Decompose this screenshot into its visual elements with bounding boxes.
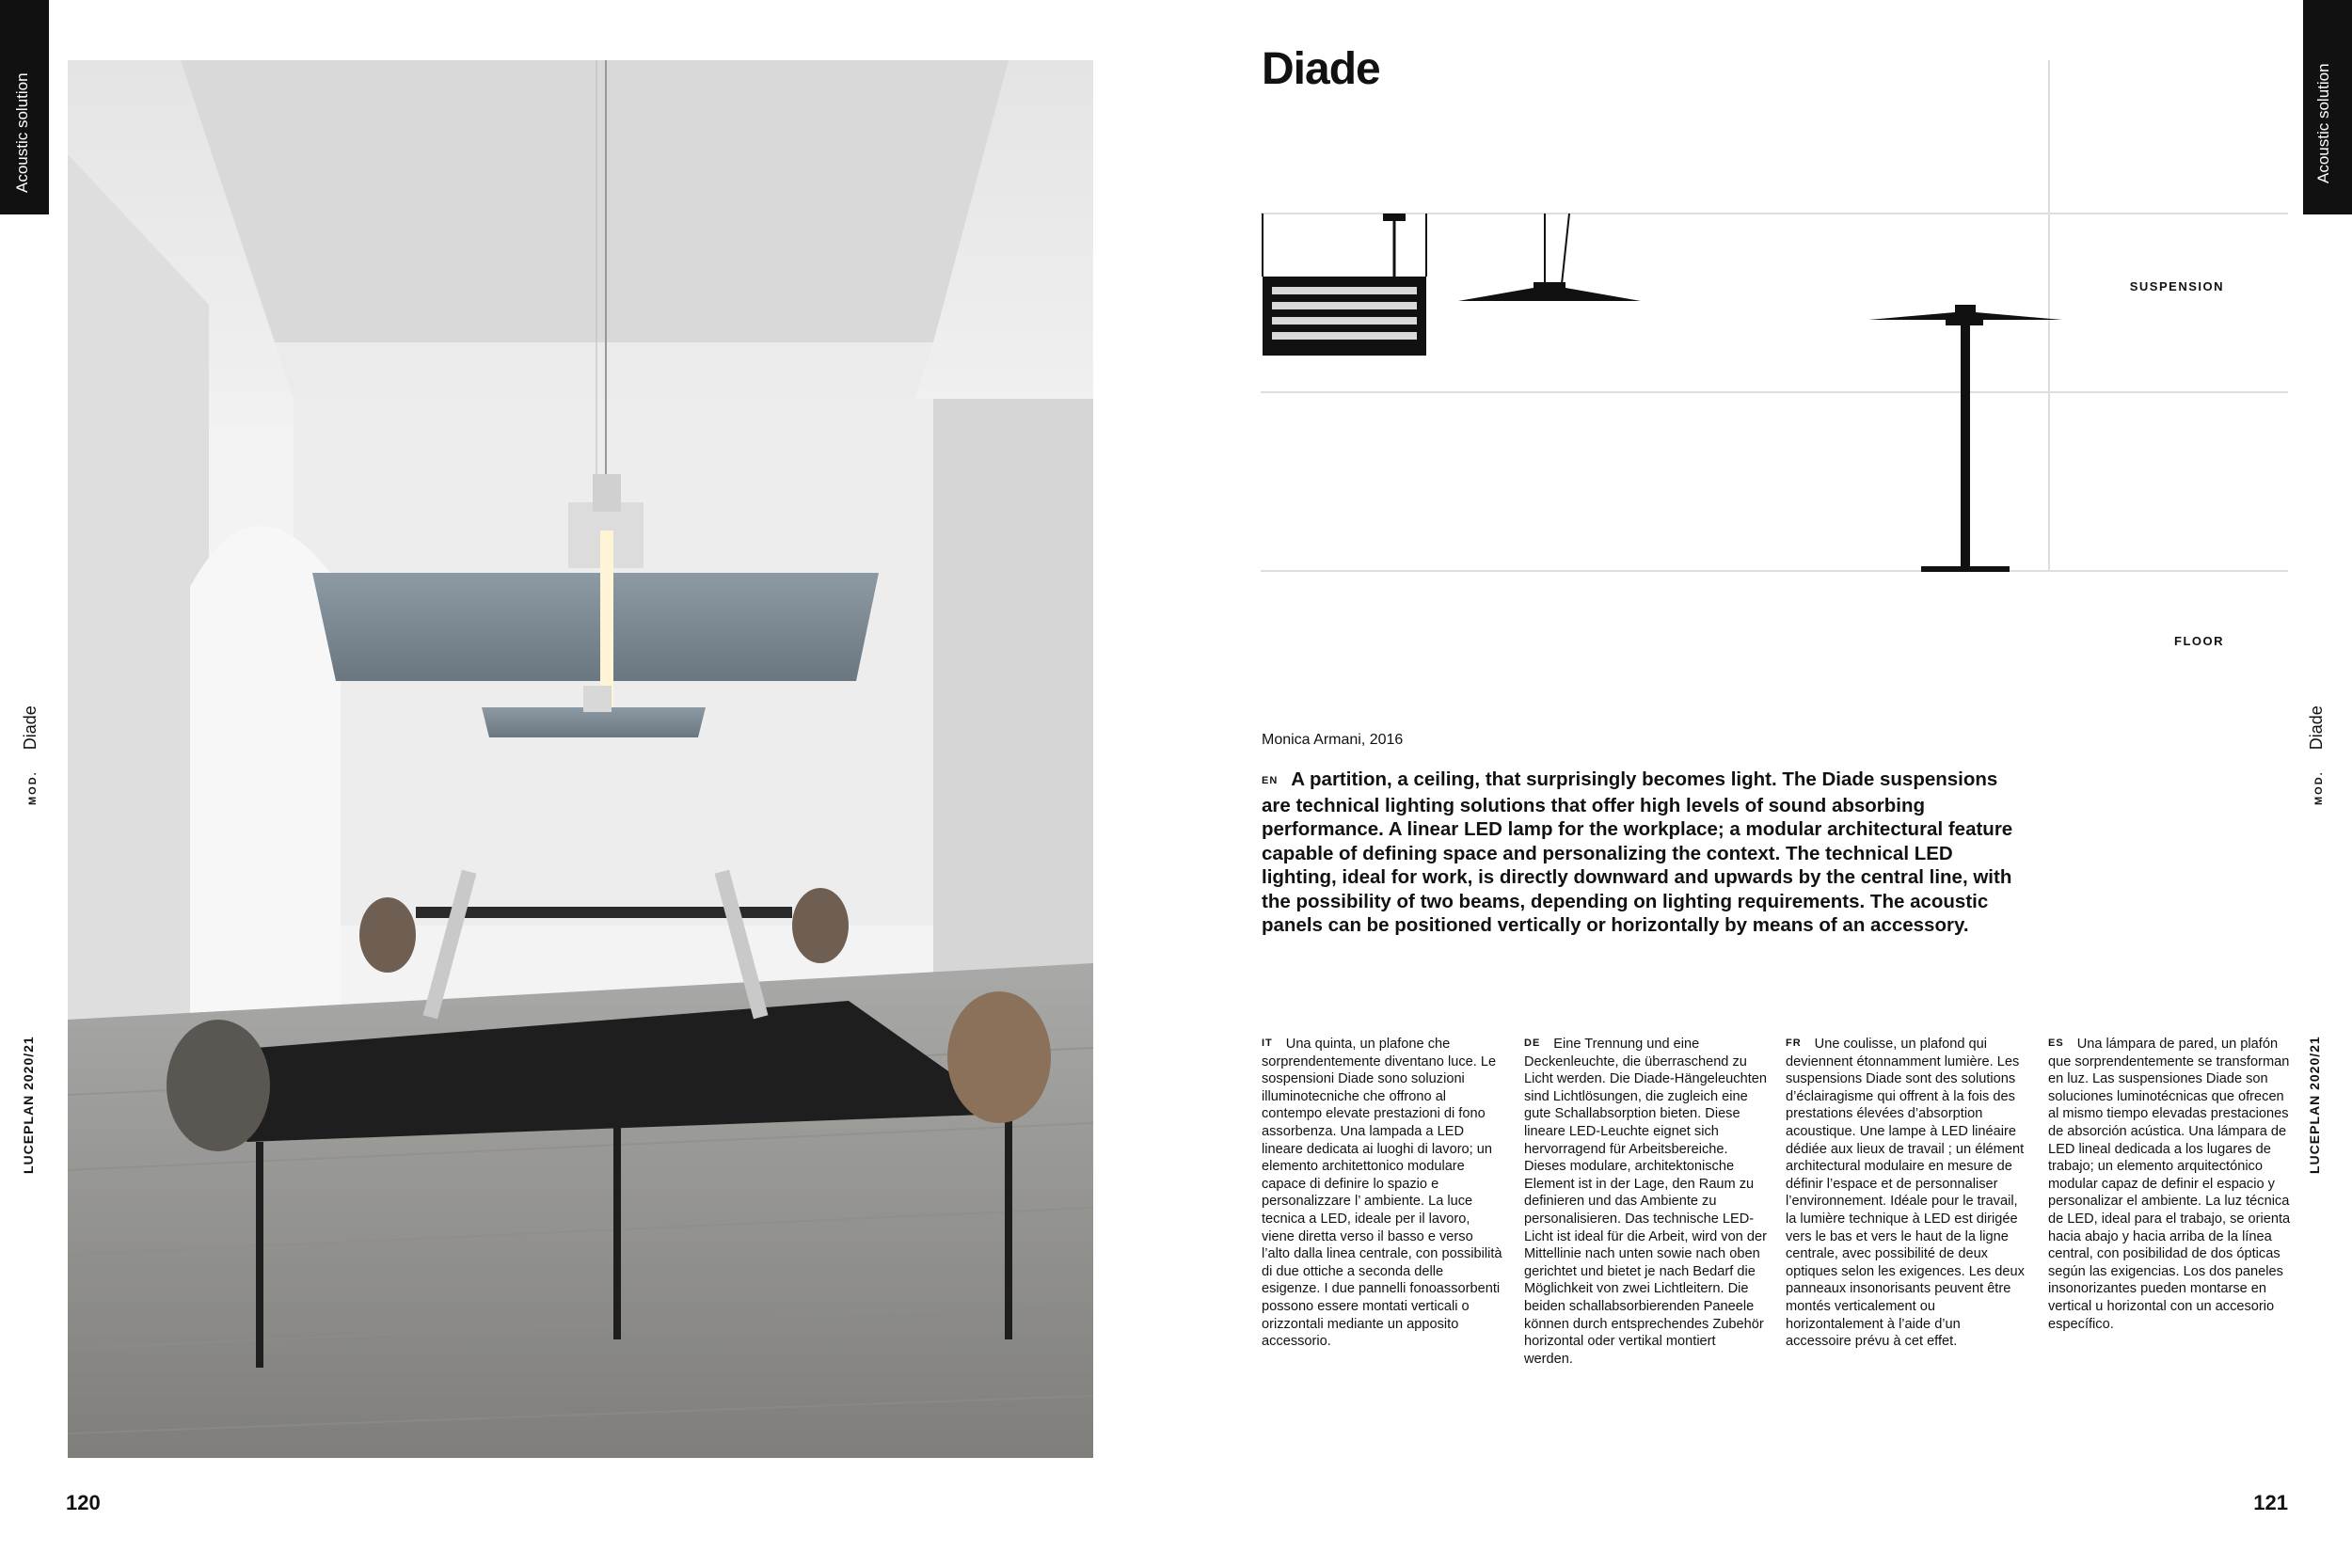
description-it [1262,1035,1504,1351]
mod-label-left [21,705,40,805]
catalog-label-right: LUCEPLAN 2020/21 [2307,1036,2322,1174]
designer-credit: Monica Armani, 2016 [1262,732,1404,748]
mod-name: Diade [2307,705,2326,751]
description-fr [1786,1035,2028,1351]
lang-code-de: DE [1524,1037,1541,1049]
description-en-text: A partition, a ceiling, that surprisingly becomes light. The Diade suspensions are technical lighting solutions that offer high levels of sound absorbing performance. A linear LED lamp for the workplace; a modular architectural feature capable of defining space and personalizing the context. The technical LED lighting, ideal for work, is directly downward and upwards by the central line, with the possibility of two beams, depending on lighting requirements. The acoustic panels can be positioned vertically or horizontally by means of an accessory. [1262,768,2013,936]
mod-prefix: MOD. [2313,770,2325,805]
description-de-text: Eine Trennung und eine Deckenleuchte, die überraschend zu Licht werden. Die Diade-Hängeleuchten sind Lichtlösungen, die zugleich eine gute Schallabsorption bieten. Diese lineare LED-Leuchte eignet sich hervorragend für Arbeitsbereiche. Dieses modulare, architektonische Element ist in der Lage, den Raum zu definieren und das Ambiente zu personalisieren. Das technische LED-Licht ist ideal für die Arbeit, wird von der Mittellinie nach unten sowie nach oben gerichtet und bietet je nach Bedarf die Möglichkeit von zwei Lichtleitern. Die beiden schallabsorbierenden Paneele können durch entsprechendes Zubehör horizontal oder vertikal montiert werden. [1524,1037,1767,1367]
description-en [1262,768,2014,938]
suspension-label: SUSPENSION [2129,279,2224,293]
product-title: Diade [1262,44,1380,94]
lang-code-en: EN [1262,775,1279,786]
catalog-label-left: LUCEPLAN 2020/21 [21,1036,36,1174]
description-it-text: Una quinta, un plafone che sorprendentemente diventano luce. Le sospensioni Diade sono soluzioni illuminotecniche che offrono al contempo elevate prestazioni di fono assorbenza. Una lampada a LED lineare dedicata ai luoghi di lavoro; un elemento architettonico modulare capace di definire lo spazio e personalizzare l’ ambiente. La luce tecnica a LED, ideale per il lavoro, viene diretta verso il basso e verso l’alto dalla linea centrale, con possibilità di due ottiche a seconda delle esigenze. I due pannelli fonoassorbenti possono essere montati verticali o orizzontali mediante un apposito accessorio. [1262,1037,1502,1350]
floor-label: FLOOR [2174,634,2224,648]
page-number-right: 121 [2253,1491,2288,1514]
description-fr-text: Une coulisse, un plafond qui deviennent étonnamment lumière. Les suspensions Diade sont des solutions d’éclairagisme qui offrent à la fois des prestations élevées d’absorption acoustique. Une lampe à LED linéaire dédiée aux lieux de travail ; un élément architectural modulaire en mesure de définir l’espace et de personnaliser l’environnement. Idéale pour le travail, la lumière technique à LED est dirigée vers le bas et vers le haut de la ligne centrale, avec possibilité de deux optiques selon les exigences. Les deux panneaux insonorisants peuvent être montés verticalement ou horizontalement à l’aide d’un accessoire prévu à cet effet. [1786,1037,2025,1350]
lang-code-fr: FR [1786,1037,1802,1049]
section-tab-label-left: Acoustic solution [13,72,31,193]
lang-code-it: IT [1262,1037,1273,1049]
mod-label-right [2307,705,2327,805]
lang-code-es: ES [2048,1037,2064,1049]
product-photo [68,60,1093,1458]
description-es-text: Una lámpara de pared, un plafón que sorprendentemente se transforman en luz. Las suspensiones Diade son soluciones luminotécnicas que ofrecen al mismo tiempo elevadas prestaciones de absorción acústica. Una lámpara de LED lineal dedicada a los lugares de trabajo; un elemento arquitectónico modular capaz de definir el espacio y personalizar el ambiente. La luz técnica de LED, ideal para el trabajo, se orienta hacia abajo y hacia arriba de la línea central, con posibilidad de dos ópticas según las exigencias. Los dos paneles insonorizantes pueden montarse en vertical u horizontal con un accesorio específico. [2048,1037,2291,1332]
section-tab-label-right: Acoustic solution [2314,63,2332,183]
description-de [1524,1035,1767,1368]
mod-prefix: MOD. [27,770,39,805]
mod-name: Diade [21,705,40,751]
page-number-left: 120 [66,1491,101,1514]
description-es [2048,1035,2291,1333]
technical-drawing [1261,58,2288,648]
